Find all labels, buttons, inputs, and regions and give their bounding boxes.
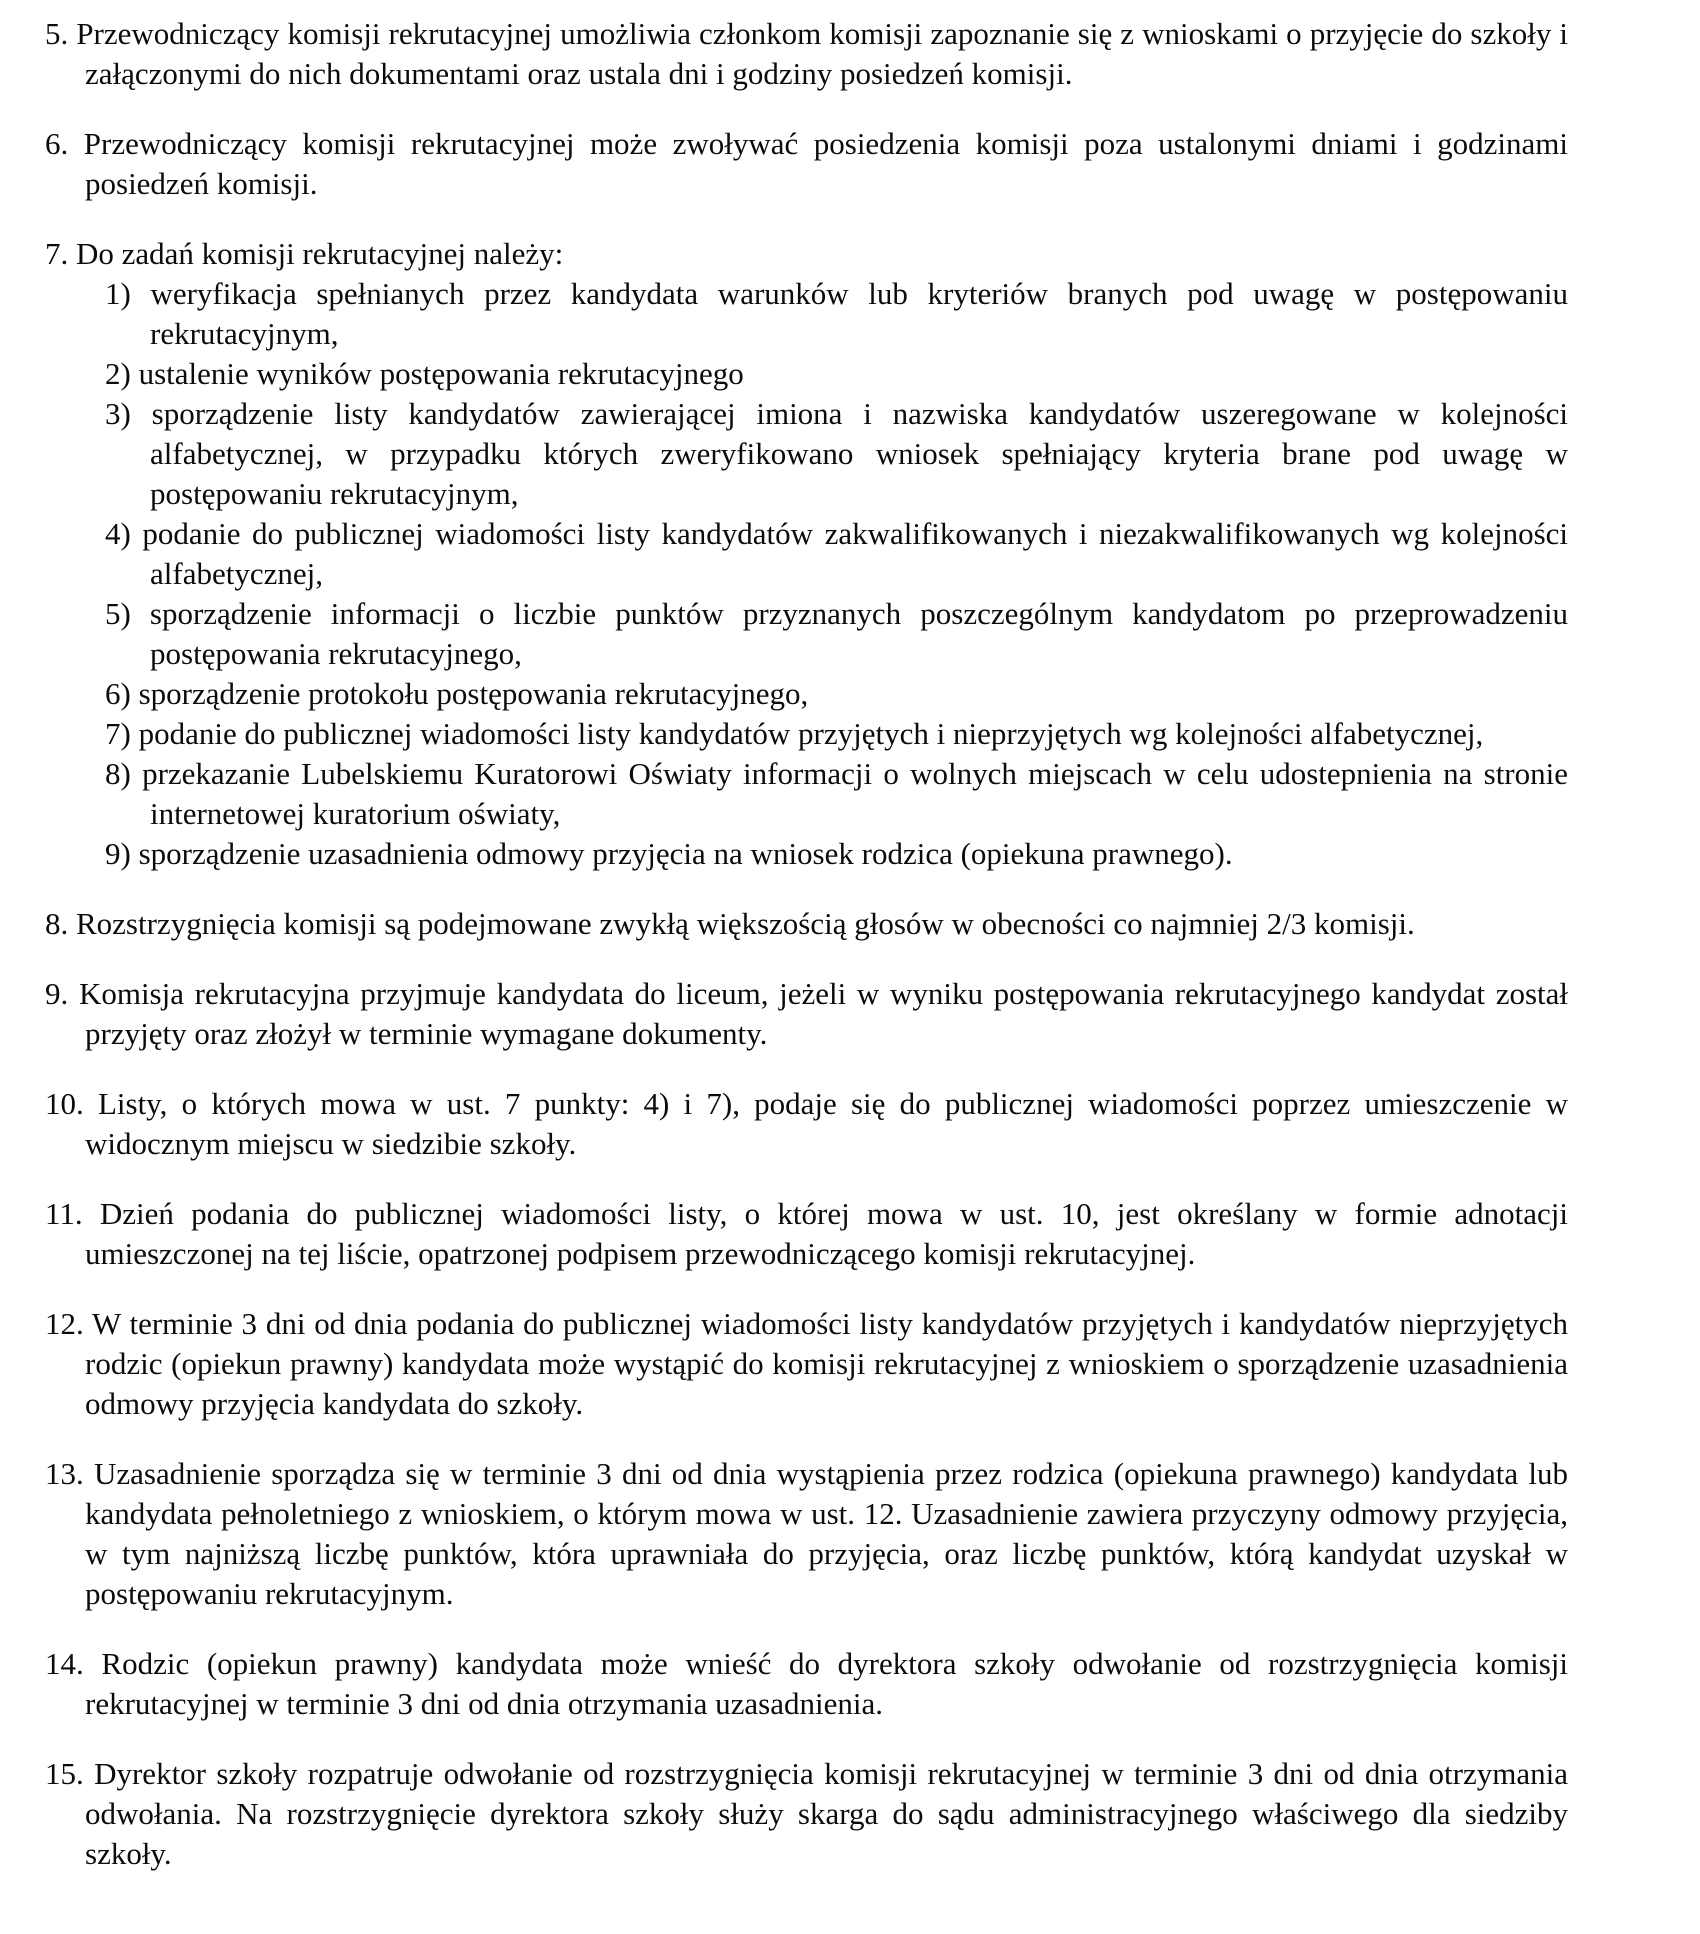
list-item xyxy=(45,1644,1568,1724)
item-number: 5) xyxy=(105,596,131,631)
item-text: Dzień podania do publicznej wiadomości listy, o której mowa w ust. 10, jest określany w formie adnotacji umieszczonej na tej liście, opatrzonej podpisem przewodniczącego komisji rekrutacyjnej. xyxy=(85,1196,1569,1271)
list-item xyxy=(45,1754,1568,1874)
item-text: Komisja rekrutacyjna przyjmuje kandydata do liceum, jeżeli w wyniku postępowania rekrutacyjnego kandydat został przyjęty oraz złożył w terminie wymagane dokumenty. xyxy=(78,976,1569,1051)
item-text: Przewodniczący komisji rekrutacyjnej umożliwia członkom komisji zapoznanie się z wnioskami o przyjęcie do szkoły i załączonymi do nich dokumentami oraz ustala dni i godziny posiedzeń komisji. xyxy=(76,16,1568,91)
item-number: 10. xyxy=(45,1086,84,1121)
item-number: 15. xyxy=(45,1756,84,1791)
item-number: 14. xyxy=(45,1646,84,1681)
item-text: ustalenie wyników postępowania rekrutacyjnego xyxy=(138,356,744,391)
sublist-item xyxy=(105,754,1568,834)
item-number: 12. xyxy=(45,1306,84,1341)
item-number: 11. xyxy=(45,1196,83,1231)
item-text: Uzasadnienie sporządza się w terminie 3 dni od dnia wystąpienia przez rodzica (opiekuna prawnego) kandydata lub kandydata pełnoletniego z wnioskiem, o którym mowa w ust. 12. Uzasadnienie zawiera przyczyny odmowy przyjęcia, w tym najniższą liczbę punktów, która uprawniała do przyjęcia, oraz liczbę punktów, którą kandydat uzyskał w postępowaniu rekrutacyjnym. xyxy=(85,1456,1568,1611)
item-number: 5. xyxy=(45,16,69,51)
list-item xyxy=(45,974,1568,1054)
item-number: 6) xyxy=(105,676,131,711)
item-text: Przewodniczący komisji rekrutacyjnej może zwoływać posiedzenia komisji poza ustalonymi dniami i godzinami posiedzeń komisji. xyxy=(83,126,1569,201)
list-item xyxy=(45,14,1568,94)
item-text: Listy, o których mowa w ust. 7 punkty: 4) i 7), podaje się do publicznej wiadomości poprzez umieszczenie w widocznym miejscu w siedzibie szkoły. xyxy=(85,1086,1568,1161)
item-text: sporządzenie informacji o liczbie punktów przyznanych poszczególnym kandydatom po przeprowadzeniu postępowania rekrutacyjnego, xyxy=(149,596,1568,671)
item-text: Dyrektor szkoły rozpatruje odwołanie od rozstrzygnięcia komisji rekrutacyjnej w terminie 3 dni od dnia otrzymania odwołania. Na rozstrzygnięcie dyrektora szkoły służy skarga do sądu administracyjnego właściwego dla siedziby szkoły. xyxy=(85,1756,1568,1871)
item-number: 8. xyxy=(45,906,69,941)
sublist-item xyxy=(105,714,1568,754)
item-text: podanie do publicznej wiadomości listy kandydatów przyjętych i nieprzyjętych wg kolejności alfabetycznej, xyxy=(138,716,1484,751)
item-text: podanie do publicznej wiadomości listy kandydatów zakwalifikowanych i niezakwalifikowanych wg kolejności alfabetycznej, xyxy=(142,516,1569,591)
item-text: sporządzenie protokołu postępowania rekrutacyjnego, xyxy=(138,676,809,711)
item-text: Rozstrzygnięcia komisji są podejmowane zwykłą większością głosów w obecności co najmniej 2/3 komisji. xyxy=(76,906,1415,941)
item-text: przekazanie Lubelskiemu Kuratorowi Oświaty informacji o wolnych miejscach w celu udostepnienia na stronie internetowej kuratorium oświaty, xyxy=(142,756,1568,831)
sublist-item xyxy=(105,594,1568,674)
item-text: Rodzic (opiekun prawny) kandydata może wnieść do dyrektora szkoły odwołanie od rozstrzygnięcia komisji rekrutacyjnej w terminie 3 dni od dnia otrzymania uzasadnienia. xyxy=(85,1646,1569,1721)
sublist-item xyxy=(105,834,1568,874)
item-number: 9. xyxy=(45,976,69,1011)
item-number: 2) xyxy=(105,356,131,391)
item-number: 4) xyxy=(105,516,131,551)
item-number: 7) xyxy=(105,716,131,751)
sublist-item xyxy=(105,354,1568,394)
item-text: sporządzenie listy kandydatów zawierającej imiona i nazwiska kandydatów uszeregowane w kolejności alfabetycznej, w przypadku których zweryfikowano wniosek spełniający kryteria brane pod uwagę w postępowaniu rekrutacyjnym, xyxy=(150,396,1569,511)
sublist-item xyxy=(105,394,1568,514)
list-item xyxy=(45,1084,1568,1164)
item-text: Do zadań komisji rekrutacyjnej należy: xyxy=(76,236,564,271)
document-body xyxy=(45,14,1568,1874)
item-number: 3) xyxy=(105,396,131,431)
sublist-item xyxy=(105,274,1568,354)
item-text: sporządzenie uzasadnienia odmowy przyjęcia na wniosek rodzica (opiekuna prawnego). xyxy=(138,836,1233,871)
sublist xyxy=(85,274,1568,874)
sublist-item xyxy=(105,674,1568,714)
list-item xyxy=(45,1454,1568,1614)
item-text: weryfikacja spełnianych przez kandydata warunków lub kryteriów branych pod uwagę w postępowaniu rekrutacyjnym, xyxy=(150,276,1568,351)
list-item xyxy=(45,124,1568,204)
item-number: 13. xyxy=(45,1456,84,1491)
list-item xyxy=(45,1194,1568,1274)
item-number: 9) xyxy=(105,836,131,871)
item-number: 1) xyxy=(105,276,131,311)
item-number: 7. xyxy=(45,236,69,271)
list-item xyxy=(45,1304,1568,1424)
item-number: 8) xyxy=(105,756,131,791)
list-item xyxy=(45,234,1568,874)
item-text: W terminie 3 dni od dnia podania do publicznej wiadomości listy kandydatów przyjętych i kandydatów nieprzyjętych rodzic (opiekun prawny) kandydata może wystąpić do komisji rekrutacyjnej z wnioskiem o sporządzenie uzasadnienia odmowy przyjęcia kandydata do szkoły. xyxy=(85,1306,1568,1421)
sublist-item xyxy=(105,514,1568,594)
list-item xyxy=(45,904,1568,944)
item-number: 6. xyxy=(45,126,69,161)
